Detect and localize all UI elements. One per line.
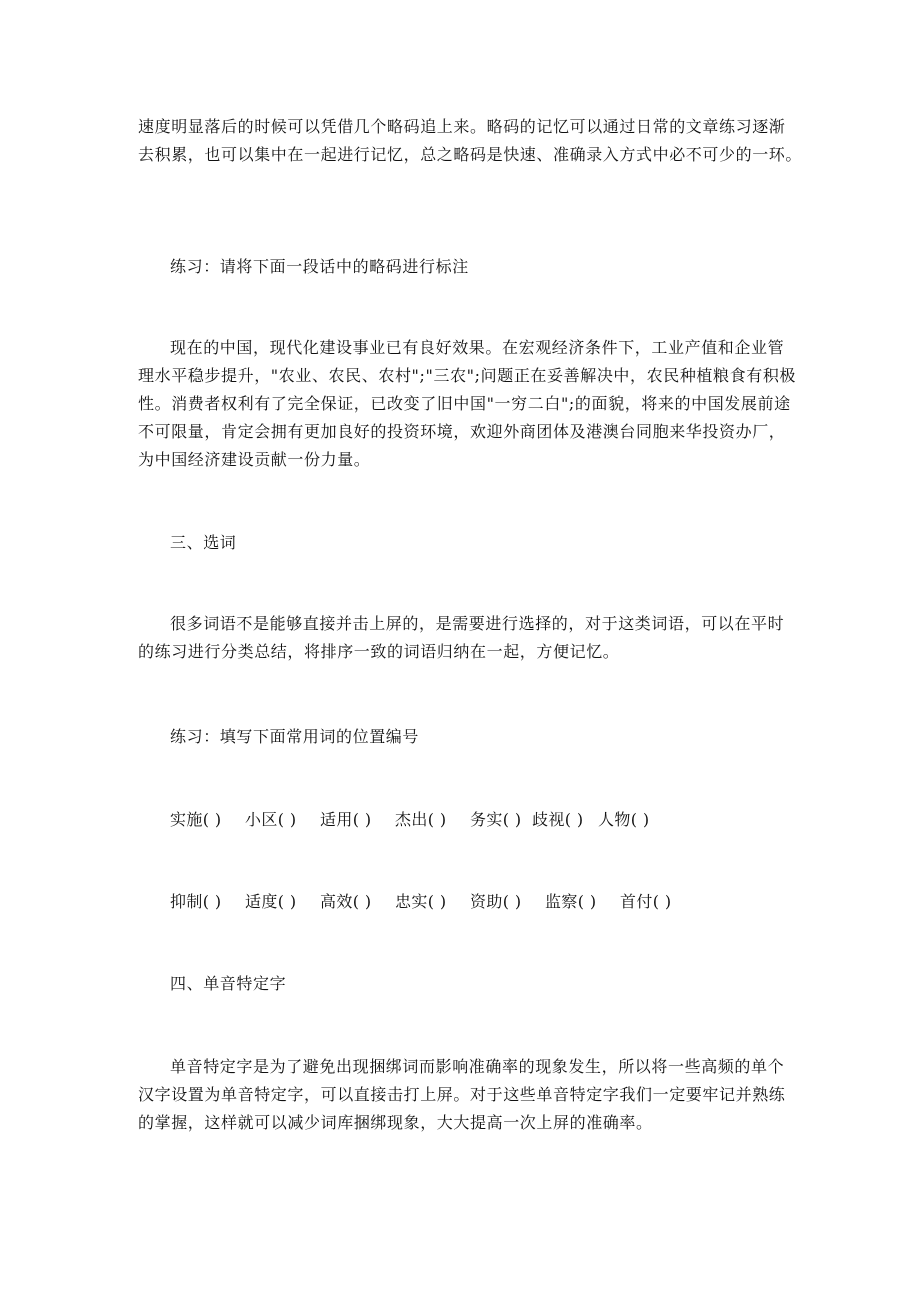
exercise-title-mark-abbreviations: 练习：请将下面一段话中的略码进行标注 [170,257,469,276]
paragraph-line: 速度明显落后的时候可以凭借几个略码追上来。略码的记忆可以通过日常的文章练习逐渐 [138,117,786,136]
word-list-row-1 [170,806,673,834]
exercise-title-word-positions: 练习：填写下面常用词的位置编号 [170,727,420,746]
paragraph-line: 不可限量，肯定会拥有更加良好的投资环境，欢迎外商团体及港澳台同胞来华投资办厂， [138,422,786,441]
word-blank-item: 高效( ) [320,892,372,911]
paragraph-single-sound-characters [138,1053,788,1137]
paragraph-line: 的练习进行分类总结，将排序一致的词语归纳在一起，方便记忆。 [138,642,620,661]
word-blank-item: 监察( ) [545,892,597,911]
word-blank-item: 小区( ) [245,810,297,829]
word-blank-item: 抑制( ) [170,892,222,911]
word-blank-item: 杰出( ) [395,810,447,829]
word-blank-item: 人物( ) [598,810,650,829]
paragraph-line: 单音特定字是为了避免出现捆绑词而影响准确率的现象发生，所以将一些高频的单个 [170,1057,785,1076]
word-blank-item: 务实( ) [470,810,522,829]
word-blank-item: 歧视( ) [532,810,584,829]
word-blank-item: 实施( ) [170,810,222,829]
word-blank-item: 首付( ) [620,892,672,911]
paragraph-line: 很多词语不是能够直接并击上屏的，是需要进行选择的，对于这类词语，可以在平时 [170,614,785,633]
word-blank-item: 适度( ) [245,892,297,911]
section-heading-single-sound-characters: 四、单音特定字 [170,974,287,993]
paragraph-line: 的掌握，这样就可以减少词库捆绑现象，大大提高一次上屏的准确率。 [138,1113,653,1132]
word-blank-item: 资助( ) [470,892,522,911]
section-heading-word-selection: 三、选词 [170,533,237,552]
word-blank-item: 适用( ) [320,810,372,829]
paragraph-line: 性。消费者权利有了完全保证，已改变了旧中国"一穷二白";的面貌，将来的中国发展前途 [138,394,791,413]
paragraph-line: 汉字设置为单音特定字，可以直接击打上屏。对于这些单音特定字我们一定要牢记并熟练 [138,1085,786,1104]
paragraph-line: 现在的中国，现代化建设事业已有良好效果。在宏观经济条件下，工业产值和企业管 [170,338,785,357]
word-blank-item: 忠实( ) [395,892,447,911]
word-list-row-2 [170,888,695,916]
paragraph-word-selection [138,610,788,666]
paragraph-line: 为中国经济建设贡献一份力量。 [138,450,371,469]
paragraph-line: 去积累，也可以集中在一起进行记忆，总之略码是快速、准确录入方式中必不可少的一环。 [138,145,803,164]
paragraph-abbreviation-memory [138,113,803,169]
paragraph-exercise-text [138,334,797,474]
paragraph-line: 理水平稳步提升，"农业、农民、农村";"三农";问题正在妥善解决中，农民种植粮食有积极 [138,366,797,385]
